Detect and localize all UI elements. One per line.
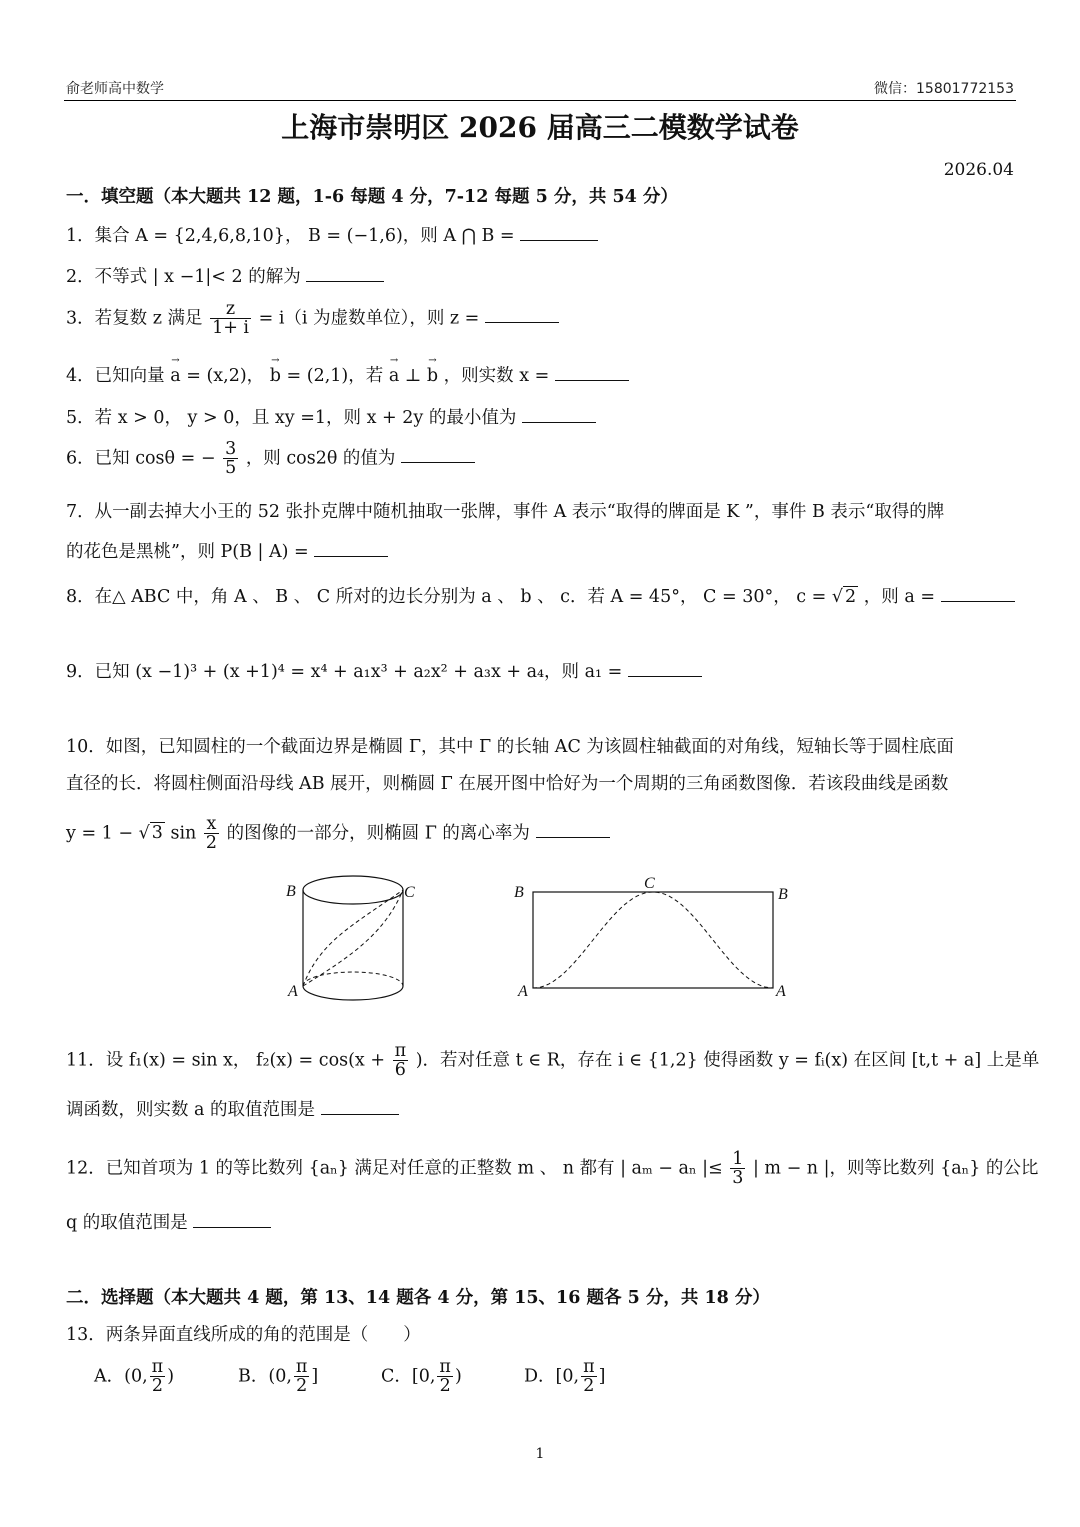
fraction-denominator: 2: [296, 1376, 308, 1397]
option-open: (0,: [268, 1366, 292, 1387]
vector-a: → a: [389, 366, 399, 386]
option-close: ): [167, 1366, 175, 1387]
answer-blank: [522, 422, 596, 423]
question-10-pre: y = 1 −: [66, 823, 134, 844]
answer-blank: [193, 1227, 271, 1228]
option-close: ]: [598, 1366, 606, 1387]
question-1-text: 1．集合 A = {2,4,6,8,10}， B = (−1,6)，则 A ⋂ B =: [66, 226, 515, 246]
question-2-text: 2．不等式 | x −1|< 2 的解为: [66, 267, 301, 287]
question-4-mid2: = (2,1)，若: [286, 366, 384, 386]
radicand: 3: [151, 823, 163, 844]
question-6-post: ，则 cos2θ 的值为: [245, 448, 396, 469]
option-letter: A．: [94, 1366, 125, 1387]
fraction-denominator: 5: [225, 458, 237, 479]
option-close: ]: [311, 1366, 319, 1387]
answer-blank: [536, 837, 610, 838]
fraction-denominator: 1+ i: [212, 318, 250, 339]
page-number: 1: [535, 1446, 545, 1462]
fraction: [393, 1042, 409, 1080]
question-7-line-1: 7．从一副去掉大小王的 52 张扑克牌中随机抽取一张牌，事件 A 表示“取得的牌面是 K ”，事件 B 表示“取得的牌: [66, 502, 945, 522]
answer-blank: [321, 1114, 399, 1115]
fraction: [294, 1358, 310, 1396]
question-8: [66, 583, 1018, 608]
question-4-pre: 4．已知向量: [66, 366, 165, 386]
fraction: [581, 1358, 597, 1396]
fraction: [730, 1150, 745, 1188]
fraction-numerator: π: [394, 1041, 407, 1061]
question-3-post: = i（i 为虚数单位），则 z =: [258, 308, 480, 329]
question-7-text: 的花色是黑桃”，则 P(B | A) =: [66, 542, 309, 562]
exam-date: 2026.04: [943, 160, 1014, 180]
question-6-pre: 6．已知 cosθ = −: [66, 448, 216, 469]
fraction-numerator: 1: [732, 1149, 744, 1169]
fraction-numerator: π: [151, 1357, 164, 1377]
question-5-text: 5．若 x > 0， y > 0，且 xy =1，则 x + 2y 的最小值为: [66, 408, 517, 428]
option-c: [381, 1358, 462, 1396]
option-letter: B．: [238, 1366, 269, 1387]
answer-blank: [555, 380, 629, 381]
sqrt-sign: √: [831, 587, 844, 607]
fraction-denominator: 2: [151, 1376, 163, 1397]
fraction-numerator: z: [210, 300, 251, 319]
answer-blank: [941, 601, 1015, 602]
cylinder-top-ellipse: [303, 876, 403, 904]
vector-b: → b: [427, 366, 438, 386]
fraction: [210, 300, 251, 338]
question-4-mid1: = (x,2)，: [186, 366, 265, 386]
label-c-top: C: [644, 875, 655, 892]
vector-a: → a: [170, 366, 180, 386]
fraction: [150, 1358, 166, 1396]
sqrt-sign: √: [138, 823, 150, 844]
question-2: [66, 263, 1018, 288]
fraction: [437, 1358, 453, 1396]
question-12-pre: 12．已知首项为 1 的等比数列 {aₙ} 满足对任意的正整数 m 、 n 都有 | aₘ − aₙ |≤: [66, 1158, 723, 1179]
label-b-left: B: [514, 884, 524, 901]
option-open: (0,: [124, 1366, 148, 1387]
header-right-text: 微信：15801772153: [874, 81, 1014, 97]
radicand: 2: [845, 587, 857, 607]
label-a-left: A: [518, 983, 528, 1000]
section-heading-multiple-choice: 二．选择题（本大题共 4 题，第 13、14 题各 4 分，第 15、16 题各 5 分，共 18 分）: [66, 1288, 770, 1308]
question-10-line-2: 直径的长．将圆柱侧面沿母线 AB 展开，则椭圆 Γ 在展开图中恰好为一个周期的三角函数图像．若该段曲线是函数: [66, 774, 949, 794]
fraction: [223, 440, 238, 478]
question-9: [66, 658, 1018, 683]
question-4: [66, 362, 1018, 387]
sine-curve: [533, 892, 773, 988]
fraction-denominator: 2: [439, 1376, 451, 1397]
question-3-pre: 3．若复数 z 满足: [66, 308, 203, 329]
question-10-line-1: 10．如图，已知圆柱的一个截面边界是椭圆 Γ，其中 Γ 的长轴 AC 为该圆柱轴截面的对角线，短轴长等于圆柱底面: [66, 737, 954, 757]
page-title: 上海市崇明区 2026 届高三二模数学试卷: [281, 111, 799, 144]
fraction-numerator: π: [295, 1357, 308, 1377]
option-letter: D．: [524, 1366, 556, 1387]
answer-blank: [401, 462, 475, 463]
option-d: [524, 1358, 605, 1396]
option-b: [238, 1358, 318, 1396]
question-12-text: q 的取值范围是: [66, 1213, 188, 1233]
unfolded-surface-figure: [508, 872, 798, 1010]
question-5: [66, 404, 1018, 429]
cylinder-figure: [280, 872, 430, 1010]
label-a-right: A: [776, 983, 786, 1000]
question-10-line-3: [66, 815, 1018, 853]
answer-blank: [520, 240, 598, 241]
question-11-post: )．若对任意 t ∈ R，存在 i ∈ {1,2} 使得函数 y = fᵢ(x) 在区间 [t,t + a] 上是单: [415, 1050, 1040, 1071]
question-11-pre: 11．设 f₁(x) = sin x， f₂(x) = cos(x +: [66, 1050, 386, 1071]
header-divider: [64, 100, 1016, 101]
question-11-text: 调函数，则实数 a 的取值范围是: [66, 1100, 316, 1120]
header-left-text: 俞老师高中数学: [66, 81, 164, 97]
fraction-numerator: x: [204, 815, 219, 834]
answer-blank: [314, 556, 388, 557]
question-11-line-2: [66, 1096, 1018, 1121]
question-12-post: | m − n |，则等比数列 {aₙ} 的公比: [752, 1158, 1039, 1179]
cylinder-bottom-front-arc: [303, 986, 403, 1000]
fraction-numerator: π: [583, 1357, 595, 1377]
sin-function: sin: [164, 823, 197, 844]
label-b: B: [286, 883, 296, 900]
perp-symbol: ⊥: [404, 366, 427, 386]
fraction-denominator: 6: [394, 1060, 406, 1081]
fraction-numerator: 3: [225, 439, 237, 459]
answer-blank: [628, 676, 702, 677]
question-9-text: 9．已知 (x −1)³ + (x +1)⁴ = x⁴ + a₁x³ + a₂x² + a₃x + a₄，则 a₁ =: [66, 662, 623, 682]
question-4-post: ，则实数 x =: [443, 366, 550, 386]
label-a: A: [288, 983, 298, 1000]
question-7-line-2: [66, 538, 1018, 563]
question-1: [66, 222, 1018, 247]
question-3: [66, 300, 1018, 338]
cylinder-bottom-back-arc: [303, 972, 403, 986]
label-b-right: B: [778, 886, 788, 903]
option-letter: C．: [381, 1366, 412, 1387]
fraction-denominator: 3: [732, 1168, 744, 1189]
section-heading-fill-blank: 一．填空题（本大题共 12 题，1-6 每题 4 分，7-12 每题 5 分，共 54 分）: [66, 187, 678, 207]
answer-blank: [485, 322, 559, 323]
question-6: [66, 440, 1018, 478]
question-10-post: 的图像的一部分，则椭圆 Γ 的离心率为: [226, 823, 530, 844]
vector-b: → b: [270, 366, 281, 386]
fraction-numerator: π: [439, 1357, 451, 1377]
answer-blank: [306, 281, 384, 282]
fraction: [204, 815, 219, 853]
question-12-line-2: [66, 1209, 1018, 1234]
option-a: [94, 1358, 174, 1396]
option-open: [0,: [411, 1366, 436, 1387]
question-13: 13．两条异面直线所成的角的范围是（ ）: [66, 1325, 421, 1345]
option-open: [0,: [555, 1366, 580, 1387]
fraction-denominator: 2: [583, 1376, 595, 1397]
option-close: ): [454, 1366, 462, 1387]
question-11-line-1: [66, 1041, 1040, 1081]
question-8-pre: 8．在△ ABC 中，角 A 、 B 、 C 所对的边长分别为 a 、 b 、 c．若 A = 45°， C = 30°， c =: [66, 587, 827, 607]
fraction-denominator: 2: [205, 833, 218, 854]
label-c: C: [404, 884, 415, 901]
question-12-line-1: [66, 1149, 1039, 1189]
question-8-post: ，则 a =: [863, 587, 935, 607]
unfolded-rectangle: [533, 892, 773, 988]
